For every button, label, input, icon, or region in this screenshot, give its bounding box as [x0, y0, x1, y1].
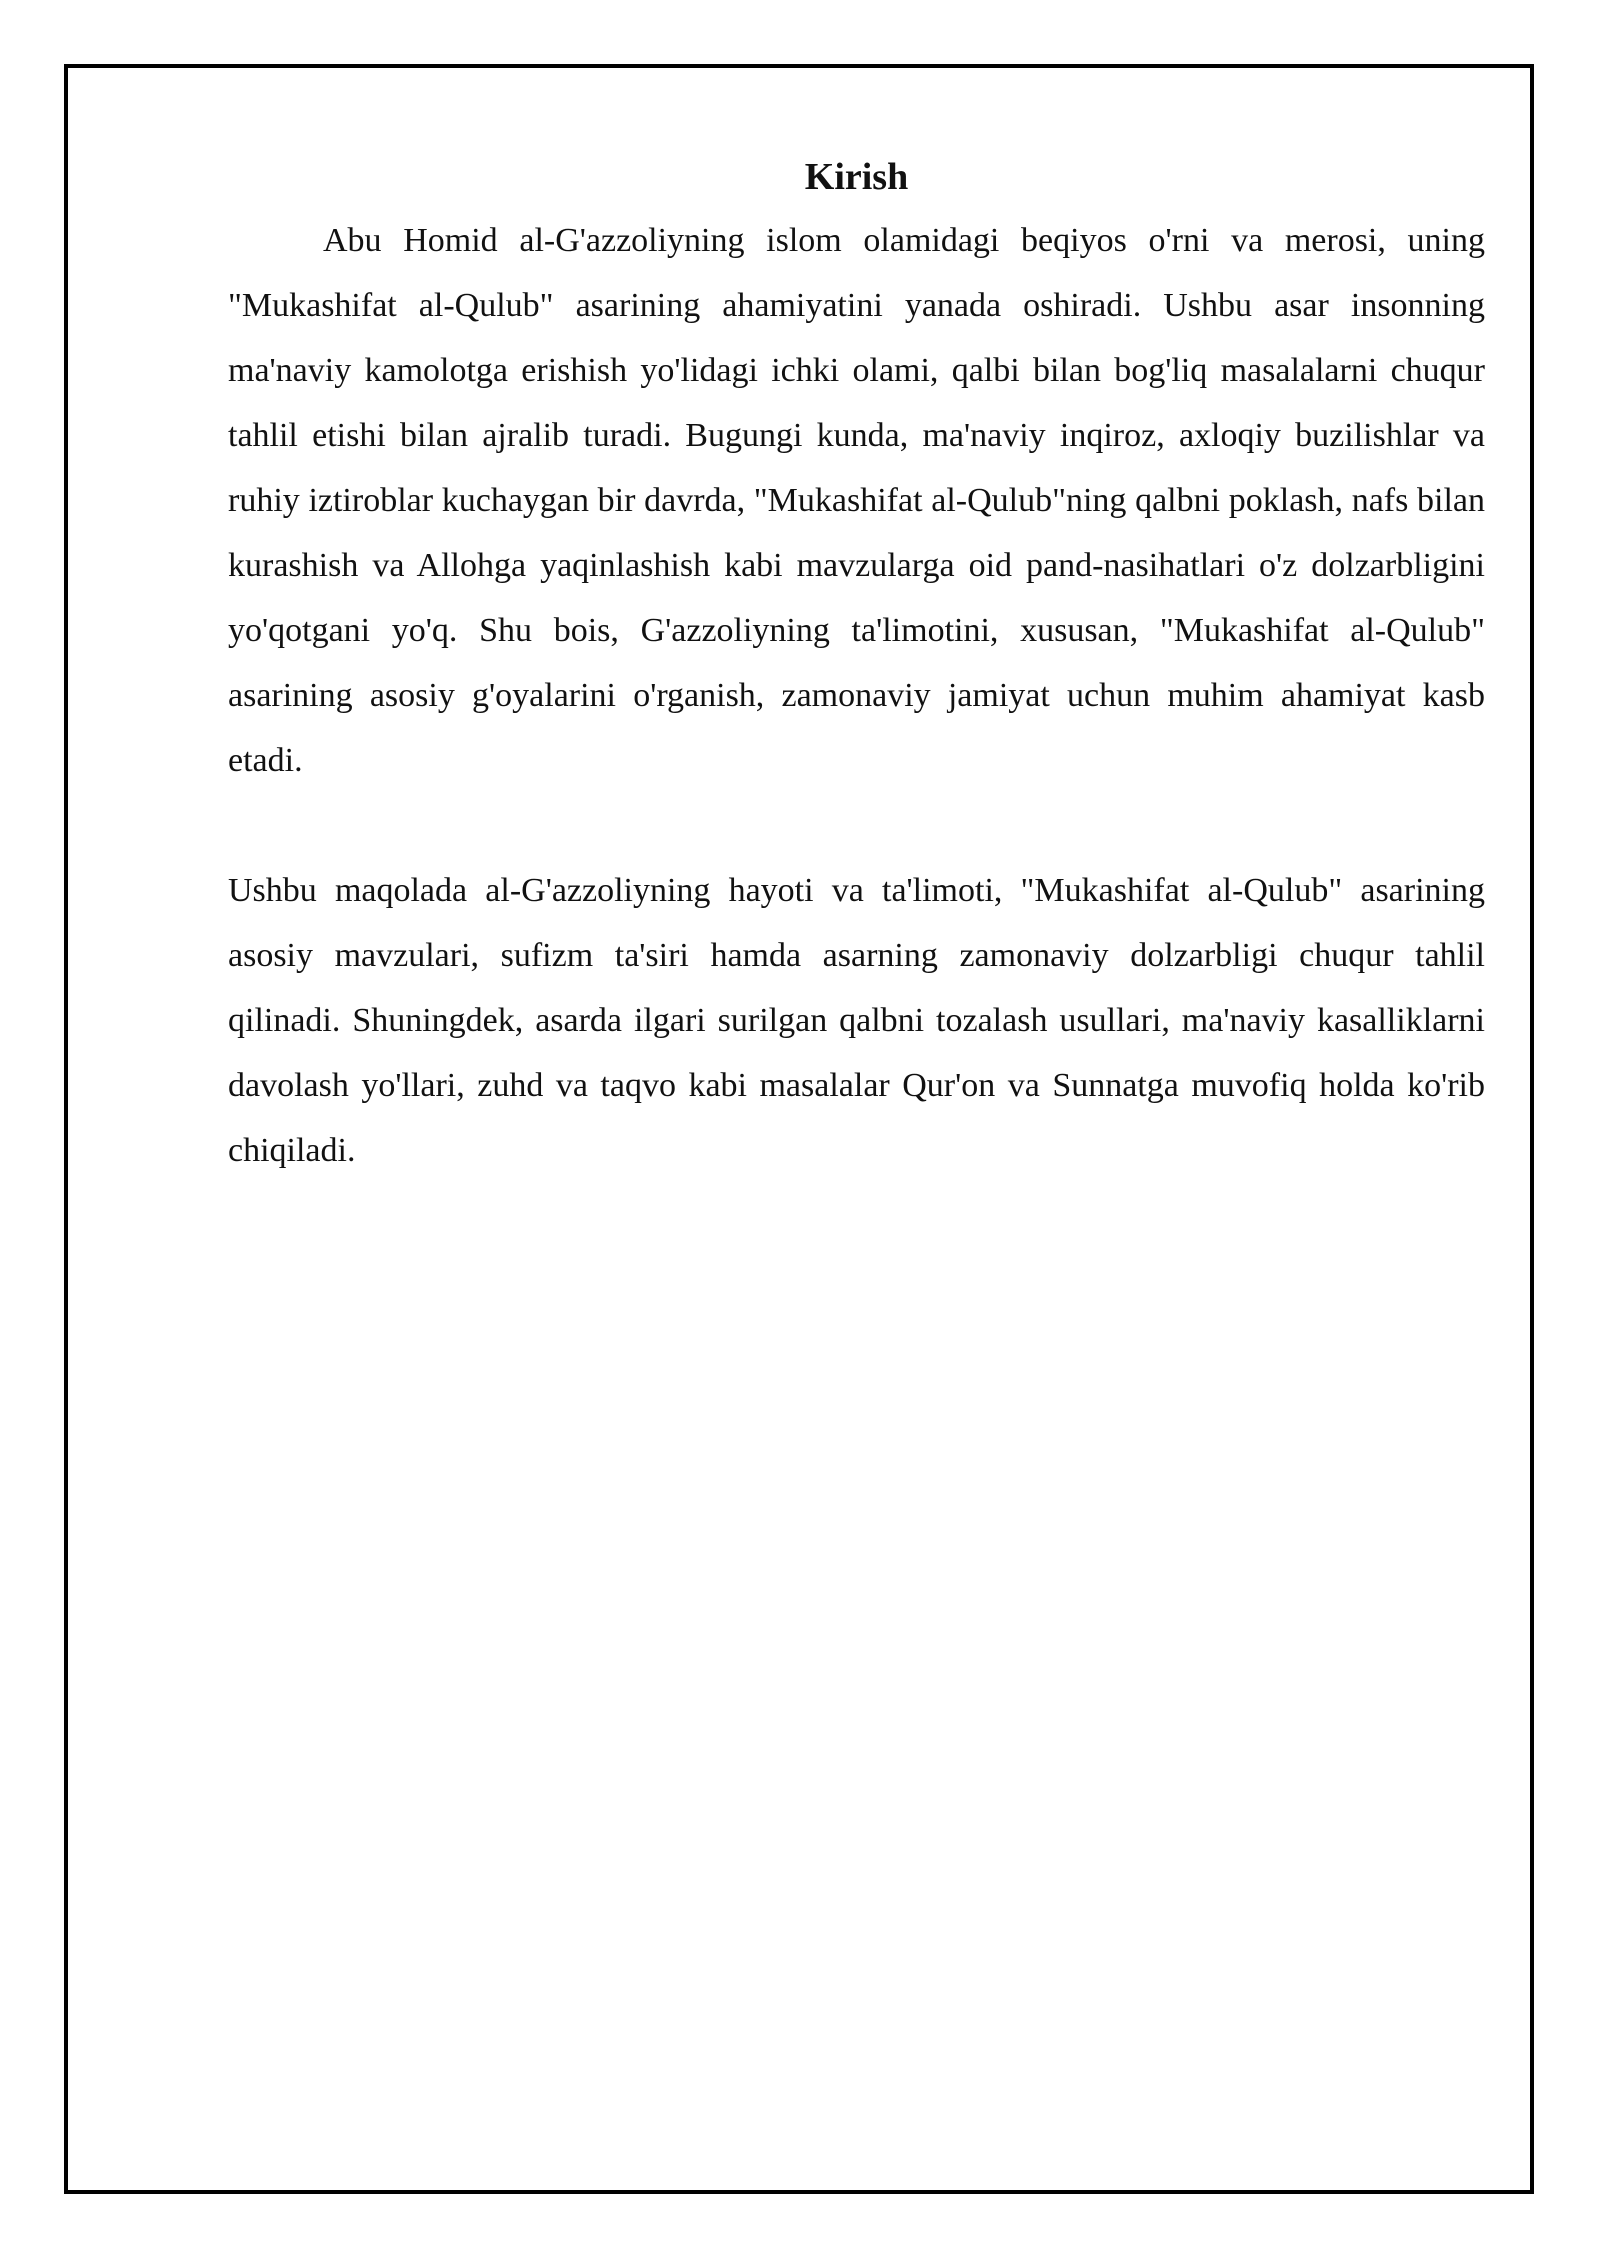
intro-paragraph-2: Ushbu maqolada al-G'azzoliyning hayoti va ta'limoti, "Mukashifat al-Qulub" asarining asosiy mavzulari, sufizm ta'siri hamda asarning zamonaviy dolzarbligi chuqur tahlil qilinadi. Shuningdek, asarda ilgari surilgan qalbni tozalash usullari, ma'naviy kasalliklarni davolash yo'llari, zuhd va taqvo kabi masalalar Qur'on va Sunnatga muvofiq holda ko'rib chiqiladi.	[228, 872, 1485, 1169]
document-body	[228, 150, 1485, 1183]
section-heading: Kirish	[804, 156, 909, 198]
intro-paragraph-1: Abu Homid al-G'azzoliyning islom olamidagi beqiyos o'rni va merosi, uning "Mukashifat al-Qulub" asarining ahamiyatini yanada oshiradi. Ushbu asar insonning ma'naviy kamolotga erishish yo'lidagi ichki olami, qalbi bilan bog'liq masalalarni chuqur tahlil etishi bilan ajralib turadi. Bugungi kunda, ma'naviy inqiroz, axloqiy buzilishlar va ruhiy iztiroblar kuchaygan bir davrda, "Mukashifat al-Qulub"ning qalbni poklash, nafs bilan kurashish va Allohga yaqinlashish kabi mavzularga oid pand-nasihatlari o'z dolzarbligini yo'qotgani yo'q. Shu bois, G'azzoliyning ta'limotini, xususan, "Mukashifat al-Qulub" asarining asosiy g'oyalarini o'rganish, zamonaviy jamiyat uchun muhim ahamiyat kasb etadi.	[228, 222, 1485, 779]
